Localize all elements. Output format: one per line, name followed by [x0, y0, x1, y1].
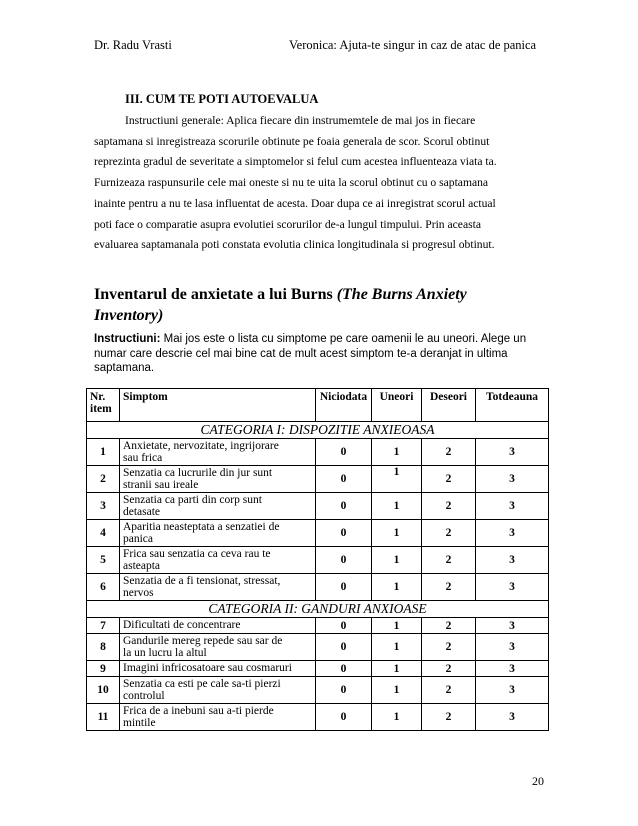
intro-line: Instructiuni generale: Aplica fiecare din instrumemtele de mai jos in fiecare	[125, 114, 476, 127]
col-header-nr: Nr. item	[87, 389, 120, 422]
inventory-title-english-2: Inventory)	[94, 307, 164, 324]
section-title: III. CUM TE POTI AUTOEVALUA	[125, 92, 319, 106]
instructions-text: Mai jos este o lista cu simptome pe care oamenii le au uneori. Alege un	[160, 333, 527, 345]
table-row: 4 Aparitia neasteptata a senzatiei de panica 0 1 2 3	[87, 520, 549, 547]
intro-line: poti face o comparatie asupra evolutiei scorurilor de-a lungul timpului. Prin aceasta	[94, 217, 481, 231]
col-header-always: Totdeauna	[476, 389, 549, 422]
table-row: 9 Imagini infricosatoare sau cosmaruri 0 1 2 3	[87, 661, 549, 677]
table-row: 1 Anxietate, nervozitate, ingrijorare sau frica 0 1 2 3	[87, 439, 549, 466]
inventory-title-main: Inventarul de anxietate a lui Burns	[94, 286, 337, 303]
table-row: 5 Frica sau senzatia ca ceva rau te asteapta 0 1 2 3	[87, 547, 549, 574]
instructions-text: saptamana.	[94, 362, 155, 375]
intro-line: saptamana si inregistreaza scorurile obtinute pe foaia generala de scor. Scorul obtinut	[94, 134, 490, 148]
inventory-title	[94, 284, 544, 326]
table-row: 7 Dificultati de concentrare 0 1 2 3	[87, 618, 549, 634]
table-row: 6 Senzatia de a fi tensionat, stressat, nervos 0 1 2 3	[87, 574, 549, 601]
table-row: 3 Senzatia ca parti din corp sunt detasate 0 1 2 3	[87, 493, 549, 520]
intro-line: reprezinta gradul de severitate a simptomelor si felul cum acestea influenteaza viata ta.	[94, 155, 497, 169]
intro-line: evaluarea saptamanala poti constata evolutia clinica longitudinala si progresul obtinut.	[94, 238, 495, 252]
header-author: Dr. Radu Vrasti	[94, 38, 172, 52]
table-row: 2 Senzatia ca lucrurile din jur sunt stranii sau ireale 0 1 2 3	[87, 466, 549, 493]
intro-line: Furnizeaza raspunsurile cele mai oneste si nu te uita la scorul obtinut cu o saptamana	[94, 176, 489, 190]
table-row: 10 Senzatia ca esti pe cale sa-ti pierzi controlul 0 1 2 3	[87, 677, 549, 704]
instructions-text: numar care descrie cel mai bine cat de mult acest simptom te-a deranjat in ultima	[94, 347, 508, 360]
inventory-title-english: (The Burns Anxiety	[336, 286, 467, 303]
col-header-often: Deseori	[422, 389, 476, 422]
intro-line: inainte pentru a nu te lasa influentat de acesta. Doar dupa ce ai inregistrat scorul actual	[94, 196, 496, 210]
page-number: 20	[532, 774, 544, 788]
inventory-instructions	[94, 332, 544, 376]
category-2-heading: CATEGORIA II: GANDURI ANXIOASE	[87, 601, 549, 618]
category-1-heading: CATEGORIA I: DISPOZITIE ANXIEOASA	[87, 422, 549, 439]
burns-anxiety-table	[86, 388, 549, 731]
table-header-row	[87, 389, 549, 422]
col-header-never: Niciodata	[316, 389, 372, 422]
col-header-symptom: Simptom	[120, 389, 316, 422]
intro-paragraph	[94, 111, 546, 256]
col-header-sometimes: Uneori	[372, 389, 422, 422]
table-row: 8 Gandurile mereg repede sau sar de la un lucru la altul 0 1 2 3	[87, 634, 549, 661]
table-row: 11 Frica de a inebuni sau a-ti pierde mintile 0 1 2 3	[87, 704, 549, 731]
instructions-label: Instructiuni:	[94, 333, 161, 345]
header-book-title: Veronica: Ajuta-te singur in caz de atac de panica	[289, 38, 537, 52]
